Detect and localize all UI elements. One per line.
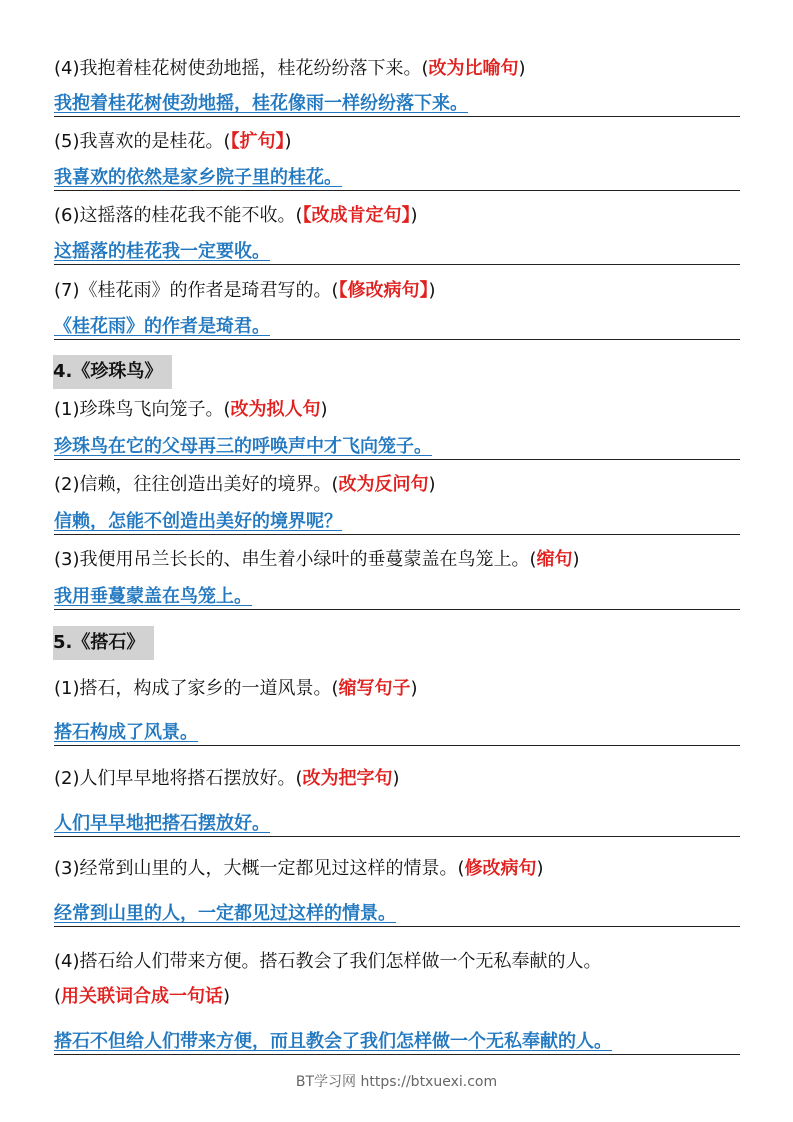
question-5-4-instruction: (用关联词合成一句话) xyxy=(54,986,231,1007)
question-6: (6)这摇落的桂花我不能不收。(【改成肯定句】) xyxy=(54,205,418,226)
instruction-tag: 改为比喻句 xyxy=(428,58,519,79)
instruction-tag: 【修改病句】 xyxy=(338,280,429,301)
footer-watermark: BT学习网 https://btxuexi.com xyxy=(295,1074,498,1090)
question-4-3: (3)我便用吊兰长长的、串生着小绿叶的垂蔓蒙盖在鸟笼上。(缩句) xyxy=(54,549,580,570)
instruction-tag: 用关联词合成一句话 xyxy=(61,986,224,1007)
answer-5: 我喜欢的依然是家乡院子里的桂花。 xyxy=(54,166,740,191)
instruction-tag: 【改成肯定句】 xyxy=(302,205,411,226)
section-title-dashi: 5.《搭石》 xyxy=(53,626,154,660)
answer-4-2: 信赖，怎能不创造出美好的境界呢？ xyxy=(54,510,740,535)
section-title-zhenzhuniao: 4.《珍珠鸟》 xyxy=(53,355,172,389)
question-5-4: (4)搭石给人们带来方便。搭石教会了我们怎样做一个无私奉献的人。 xyxy=(54,951,602,972)
answer-5-2: 人们早早地把搭石摆放好。 xyxy=(54,812,740,837)
instruction-tag: 缩写句子 xyxy=(338,678,411,699)
question-5-3: (3)经常到山里的人，大概一定都见过这样的情景。(修改病句) xyxy=(54,858,544,879)
question-4-2: (2)信赖，往往创造出美好的境界。(改为反问句) xyxy=(54,474,436,495)
answer-4-3: 我用垂蔓蒙盖在鸟笼上。 xyxy=(54,585,740,610)
answer-5-3: 经常到山里的人，一定都见过这样的情景。 xyxy=(54,902,740,927)
instruction-tag: 【扩句】 xyxy=(230,131,285,152)
answer-7: 《桂花雨》的作者是琦君。 xyxy=(54,315,740,340)
instruction-tag: 修改病句 xyxy=(464,858,537,879)
answer-4-1: 珍珠鸟在它的父母再三的呼唤声中才飞向笼子。 xyxy=(54,435,740,460)
question-4: (4)我抱着桂花树使劲地摇，桂花纷纷落下来。(改为比喻句) xyxy=(54,58,526,79)
instruction-tag: 改为反问句 xyxy=(338,474,429,495)
answer-5-4: 搭石不但给人们带来方便，而且教会了我们怎样做一个无私奉献的人。 xyxy=(54,1030,740,1055)
question-5-1: (1)搭石，构成了家乡的一道风景。(缩写句子) xyxy=(54,678,418,699)
question-4-1: (1)珍珠鸟飞向笼子。(改为拟人句) xyxy=(54,399,328,420)
instruction-tag: 改为把字句 xyxy=(302,768,393,789)
instruction-tag: 缩句 xyxy=(536,549,573,570)
answer-6: 这摇落的桂花我一定要收。 xyxy=(54,240,740,265)
question-5: (5)我喜欢的是桂花。(【扩句】) xyxy=(54,131,292,152)
instruction-tag: 改为拟人句 xyxy=(230,399,321,420)
answer-5-1: 搭石构成了风景。 xyxy=(54,721,740,746)
answer-4: 我抱着桂花树使劲地摇，桂花像雨一样纷纷落下来。 xyxy=(54,92,740,117)
question-7: (7)《桂花雨》的作者是琦君写的。(【修改病句】) xyxy=(54,280,436,301)
question-5-2: (2)人们早早地将搭石摆放好。(改为把字句) xyxy=(54,768,400,789)
